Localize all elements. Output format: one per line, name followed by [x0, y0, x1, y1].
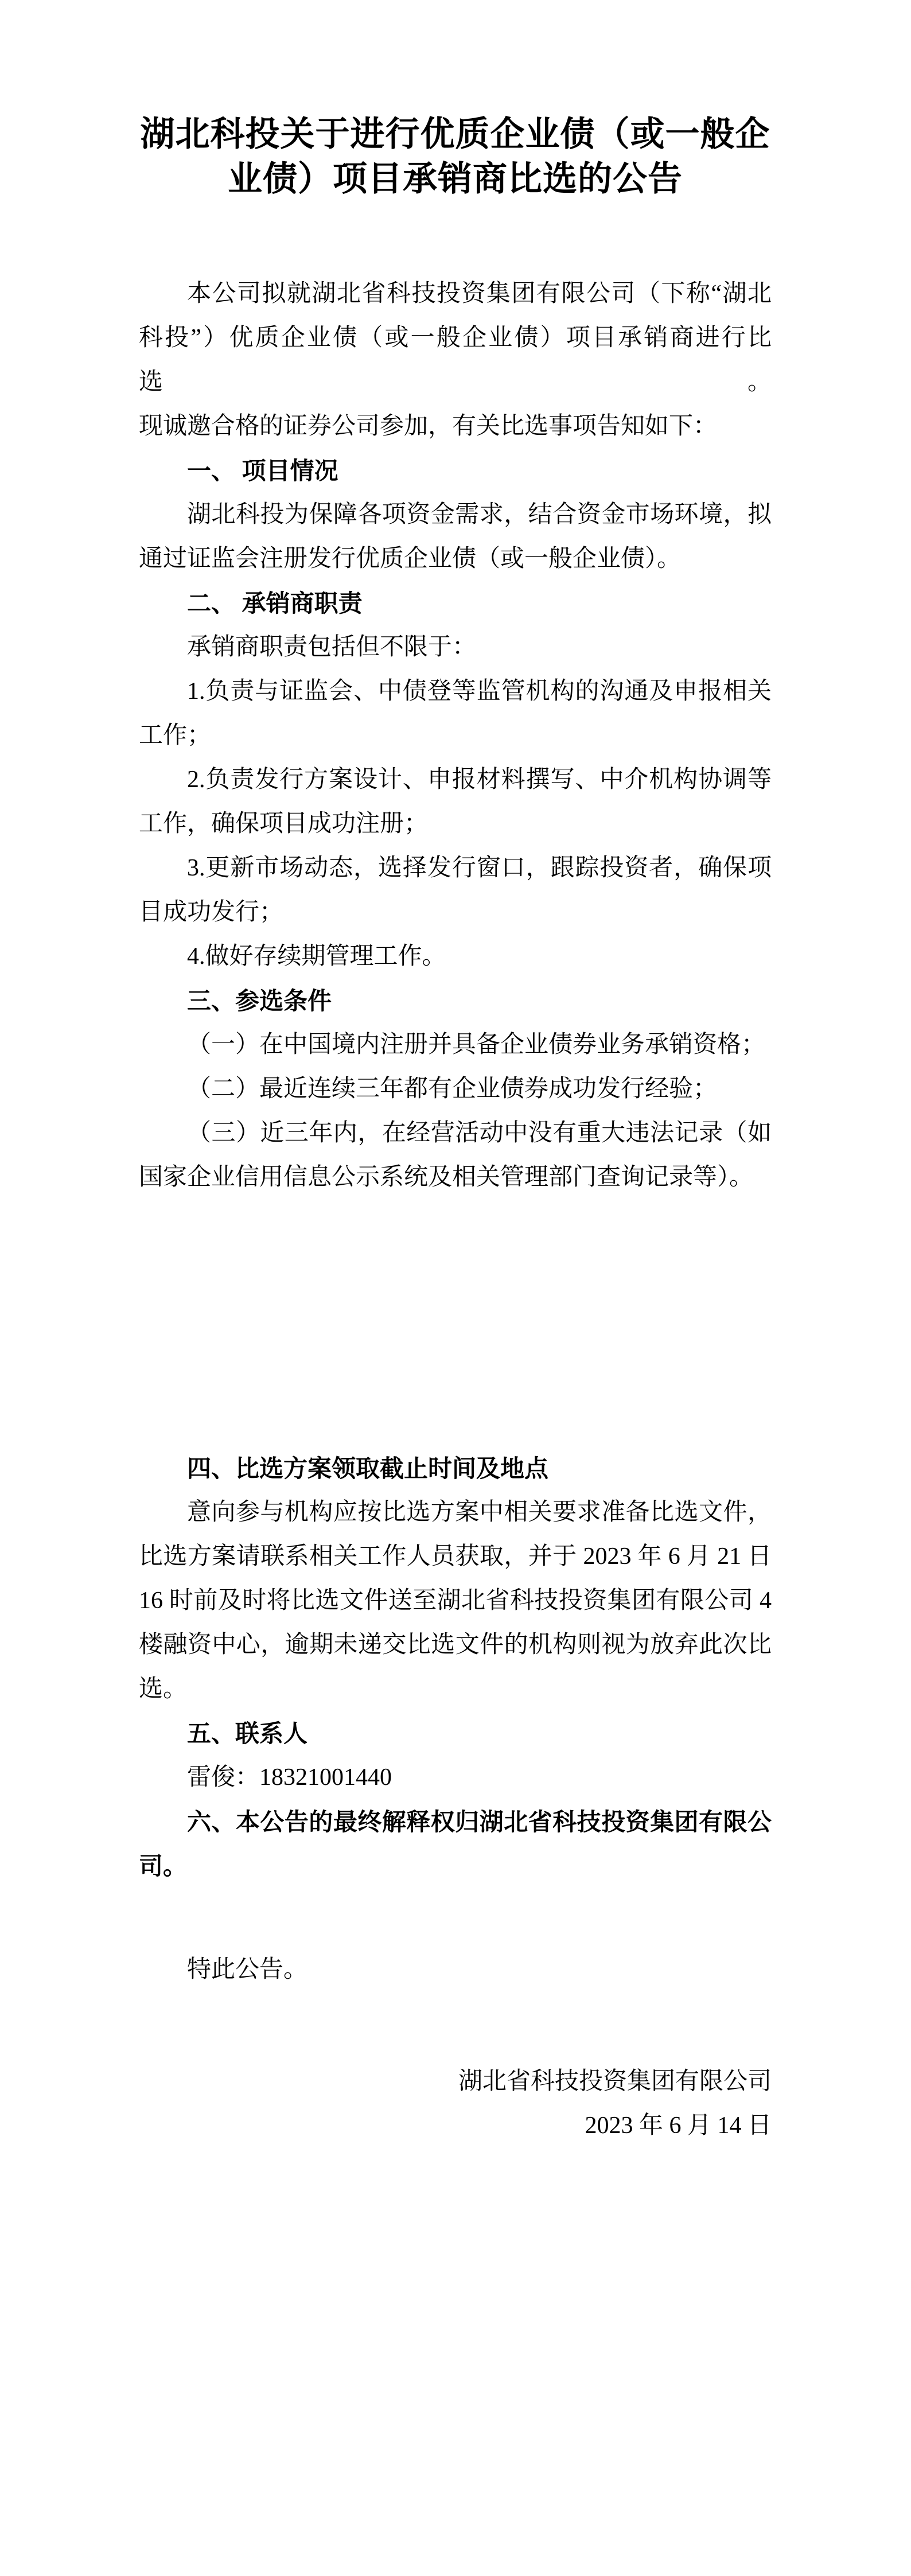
contact-line: 雷俊：18321001440 [187, 1764, 392, 1791]
section-heading-1: 一、 项目情况 [187, 457, 338, 484]
paragraph-line: 通过证监会注册发行优质企业债（或一般企业债）。 [139, 546, 682, 572]
section-heading-2: 二、 承销商职责 [187, 590, 363, 617]
list-item-line: 工作； [139, 722, 212, 749]
list-item-line: 国家企业信用信息公示系统及相关管理部门查询记录等）。 [139, 1164, 754, 1190]
paragraph-line: 意向参与机构应按比选方案中相关要求准备比选文件， [187, 1499, 772, 1526]
section-heading-3: 三、参选条件 [187, 987, 332, 1014]
paragraph-line: 本公司拟就湖北省科技投资集团有限公司（下称“湖北 [187, 281, 772, 307]
list-item-line: 工作，确保项目成功注册； [139, 811, 429, 837]
section-heading-4: 四、比选方案领取截止时间及地点 [187, 1455, 549, 1482]
list-item-line: 1.负责与证监会、中债登等监管机构的沟通及申报相关 [187, 678, 772, 705]
list-item-line: （三）近三年内，在经营活动中没有重大违法记录（如 [187, 1120, 772, 1146]
paragraph-line: 湖北科投为保障各项资金需求，结合资金市场环境，拟 [187, 501, 772, 528]
document-content [139, 0, 772, 2148]
list-item-line: 4.做好存续期管理工作。 [187, 943, 446, 970]
section-heading-6: 六、本公告的最终解释权归湖北省科技投资集团有限公 [187, 1808, 772, 1835]
paragraph-line: 16 时前及时将比选文件送至湖北省科技投资集团有限公司 4 [139, 1587, 772, 1614]
list-item-line: （二）最近连续三年都有企业债券成功发行经验； [187, 1076, 718, 1102]
list-item-line: 2.负责发行方案设计、申报材料撰写、中介机构协调等 [187, 766, 772, 793]
title-line-2: 业债）项目承销商比选的公告 [228, 160, 683, 198]
paragraph-line: 承销商职责包括但不限于： [187, 634, 477, 660]
paragraph-line: 比选方案请联系相关工作人员获取，并于 2023 年 6 月 21 日 [139, 1543, 772, 1570]
paragraph-line: 科投”）优质企业债（或一般企业债）项目承销商进行比选。 [139, 325, 772, 395]
list-item-line: 3.更新市场动态，选择发行窗口，跟踪投资者，确保项 [187, 855, 772, 881]
paragraph-line: 楼融资中心，逾期未递交比选文件的机构则视为放弃此次比 [139, 1632, 772, 1658]
list-item-line: 目成功发行； [139, 899, 284, 925]
closing-line: 特此公告。 [187, 1956, 308, 1983]
title-line-1: 湖北科投关于进行优质企业债（或一般企 [140, 115, 770, 153]
signature-company: 湖北省科技投资集团有限公司 [458, 2068, 772, 2095]
section-heading-5: 五、联系人 [187, 1720, 308, 1747]
paragraph-line: 选。 [139, 1676, 188, 1702]
page-title [139, 112, 772, 201]
paragraph-line: 现诚邀合格的证券公司参加，有关比选事项告知如下： [139, 413, 718, 439]
signature-date: 2023 年 6 月 14 日 [585, 2112, 772, 2139]
section-heading-6-continued: 司。 [139, 1853, 188, 1880]
list-item-line: （一）在中国境内注册并具备企业债券业务承销资格； [187, 1032, 766, 1058]
